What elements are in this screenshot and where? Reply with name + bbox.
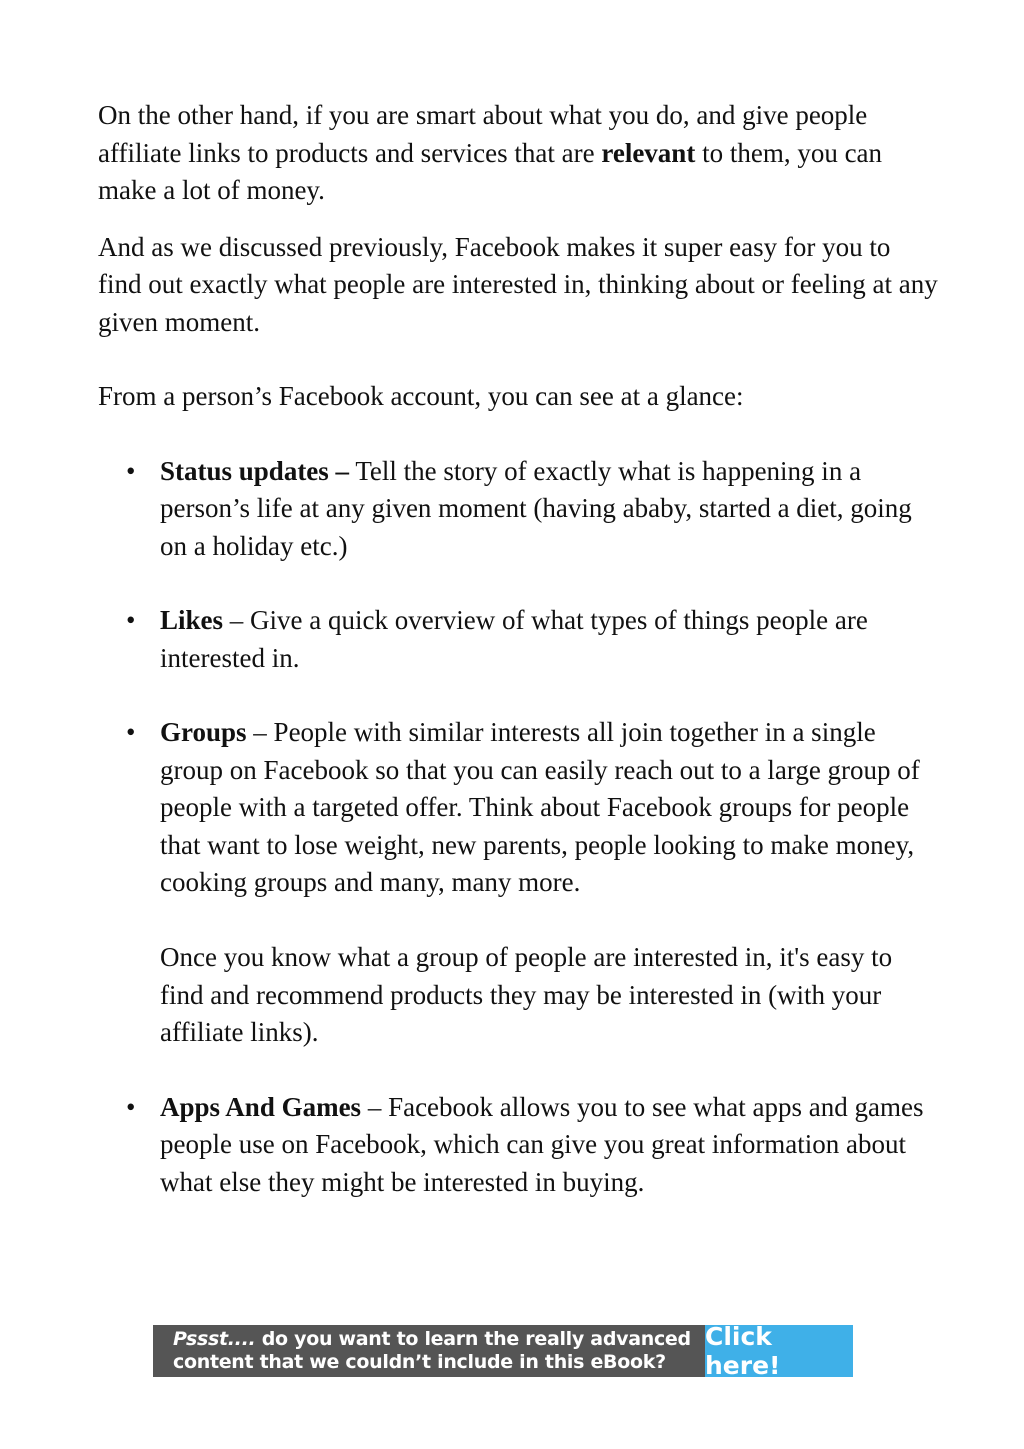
advanced-content-banner[interactable] [153, 1322, 853, 1380]
paragraph-facebook-interests: And as we discussed previously, Facebook makes it super easy for you to find out exactly what people are interested in, thinking about or feeling at any given moment. [98, 231, 938, 337]
paragraph-at-a-glance: From a person’s Facebook account, you can see at a glance: [98, 381, 744, 411]
bullet-icon: • [126, 1091, 136, 1122]
list-item-title: Groups [160, 717, 247, 747]
paragraph-text: to them, you can make a lot of money. [98, 137, 883, 205]
list-item-text: – Give a quick overview of what types of things people are interested in. [160, 605, 868, 673]
list-item-title: Apps And Games [160, 1091, 362, 1122]
banner-line-2: content that we couldn’t include in this eBook? [173, 1351, 666, 1373]
paragraph-affiliate-links [98, 97, 938, 210]
bullet-icon: • [126, 605, 136, 635]
list-item-status-updates [98, 453, 938, 566]
click-here-button[interactable]: Click here! [705, 1325, 853, 1377]
bullet-icon: • [126, 455, 136, 486]
list-item-text: – Facebook allows you to see what apps and games people use on Facebook, which can give you great information about what else they might be interested in buying. [160, 1091, 924, 1197]
banner-line-1: do you want to learn the really advanced [255, 1328, 691, 1350]
banner-message [153, 1325, 705, 1377]
document-body [98, 97, 938, 1238]
emphasis-relevant: relevant [601, 137, 696, 168]
banner-prefix: Pssst.... [173, 1328, 256, 1350]
list-item-title: Status updates – [160, 455, 350, 486]
list-item-text: Tell the story of exactly what is happening in a person’s life at any given moment (having ababy, started a diet, going on a holiday etc.) [160, 455, 912, 561]
paragraph-text: On the other hand, if you are smart about what you do, and give people affiliate links to products and services that are [98, 100, 868, 168]
facebook-features-list [98, 453, 938, 1202]
bullet-icon: • [126, 717, 136, 747]
list-item-text: – People with similar interests all join together in a single group on Facebook so that you can easily reach out to a large group of people with a targeted offer. Think about Facebook groups for people that want to lose weight, new parents, people looking to make money, cooking groups and many, many more. [160, 717, 920, 897]
list-item-groups [98, 714, 938, 1052]
groups-followup-paragraph: Once you know what a group of people are interested in, it's easy to find and recommend products they may be interested in (with your affiliate links). [160, 942, 893, 1047]
list-item-title: Likes [160, 605, 224, 635]
list-item-apps-and-games [98, 1089, 938, 1202]
list-item-likes [98, 602, 938, 677]
